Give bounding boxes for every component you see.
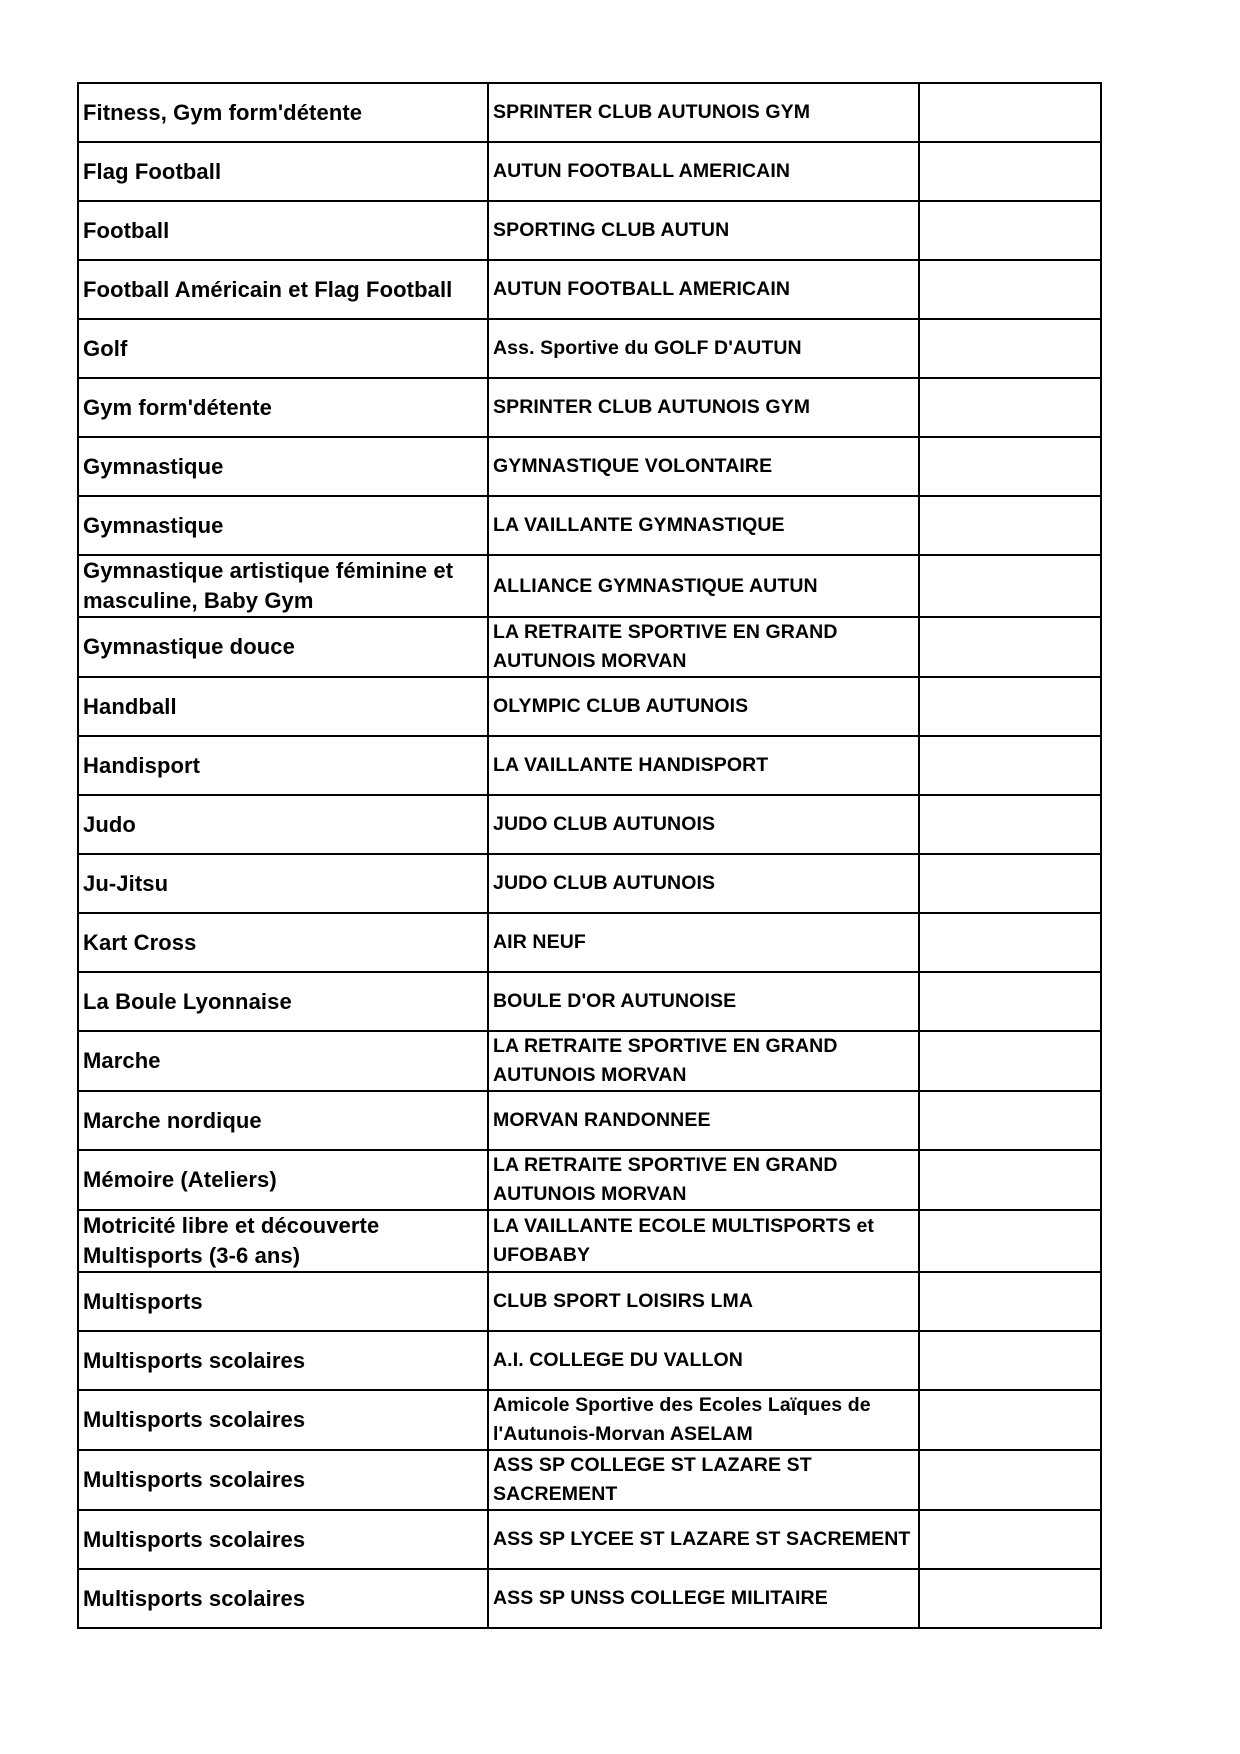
empty-cell — [919, 913, 1101, 972]
table-row — [78, 378, 1101, 437]
club-cell: AUTUN FOOTBALL AMERICAIN — [488, 142, 919, 201]
empty-cell — [919, 496, 1101, 555]
table-row — [78, 319, 1101, 378]
sport-cell: Handisport — [78, 736, 488, 795]
club-cell: AIR NEUF — [488, 913, 919, 972]
club-cell: GYMNASTIQUE VOLONTAIRE — [488, 437, 919, 496]
empty-cell — [919, 1091, 1101, 1150]
table-row — [78, 1272, 1101, 1331]
empty-cell — [919, 319, 1101, 378]
table-row — [78, 437, 1101, 496]
sport-cell: Multisports scolaires — [78, 1450, 488, 1510]
empty-cell — [919, 1031, 1101, 1091]
club-cell: A.I. COLLEGE DU VALLON — [488, 1331, 919, 1390]
table-row — [78, 555, 1101, 617]
sport-cell: Marche — [78, 1031, 488, 1091]
sport-cell: Kart Cross — [78, 913, 488, 972]
club-cell: ASS SP COLLEGE ST LAZARE ST SACREMENT — [488, 1450, 919, 1510]
club-cell: LA RETRAITE SPORTIVE EN GRAND AUTUNOIS MORVAN — [488, 1150, 919, 1210]
empty-cell — [919, 1510, 1101, 1569]
table-row — [78, 496, 1101, 555]
empty-cell — [919, 736, 1101, 795]
table-row — [78, 1150, 1101, 1210]
sports-clubs-table — [77, 82, 1102, 1629]
table-row — [78, 736, 1101, 795]
empty-cell — [919, 378, 1101, 437]
club-cell: MORVAN RANDONNEE — [488, 1091, 919, 1150]
empty-cell — [919, 555, 1101, 617]
empty-cell — [919, 1390, 1101, 1450]
club-cell: SPRINTER CLUB AUTUNOIS GYM — [488, 378, 919, 437]
club-cell: SPORTING CLUB AUTUN — [488, 201, 919, 260]
club-cell: JUDO CLUB AUTUNOIS — [488, 795, 919, 854]
empty-cell — [919, 1210, 1101, 1272]
empty-cell — [919, 1331, 1101, 1390]
club-cell: Ass. Sportive du GOLF D'AUTUN — [488, 319, 919, 378]
sport-cell: Motricité libre et découverte Multisports (3-6 ans) — [78, 1210, 488, 1272]
sport-cell: Multisports scolaires — [78, 1510, 488, 1569]
table-row — [78, 201, 1101, 260]
table-row — [78, 972, 1101, 1031]
sport-cell: Ju-Jitsu — [78, 854, 488, 913]
empty-cell — [919, 795, 1101, 854]
empty-cell — [919, 1272, 1101, 1331]
table-row — [78, 1390, 1101, 1450]
sport-cell: Gymnastique — [78, 496, 488, 555]
table-row — [78, 1510, 1101, 1569]
sport-cell: Football Américain et Flag Football — [78, 260, 488, 319]
sport-cell: Multisports — [78, 1272, 488, 1331]
empty-cell — [919, 972, 1101, 1031]
table-row — [78, 142, 1101, 201]
table-row — [78, 1091, 1101, 1150]
empty-cell — [919, 677, 1101, 736]
club-cell: AUTUN FOOTBALL AMERICAIN — [488, 260, 919, 319]
sport-cell: Fitness, Gym form'détente — [78, 83, 488, 142]
club-cell: SPRINTER CLUB AUTUNOIS GYM — [488, 83, 919, 142]
club-cell: LA VAILLANTE ECOLE MULTISPORTS et UFOBABY — [488, 1210, 919, 1272]
table-body — [78, 83, 1101, 1628]
sport-cell: Gymnastique artistique féminine et masculine, Baby Gym — [78, 555, 488, 617]
sport-cell: Multisports scolaires — [78, 1331, 488, 1390]
sport-cell: Flag Football — [78, 142, 488, 201]
empty-cell — [919, 142, 1101, 201]
empty-cell — [919, 1150, 1101, 1210]
empty-cell — [919, 617, 1101, 677]
club-cell: ALLIANCE GYMNASTIQUE AUTUN — [488, 555, 919, 617]
sport-cell: Marche nordique — [78, 1091, 488, 1150]
empty-cell — [919, 437, 1101, 496]
empty-cell — [919, 83, 1101, 142]
club-cell: ASS SP LYCEE ST LAZARE ST SACREMENT — [488, 1510, 919, 1569]
table-row — [78, 854, 1101, 913]
sport-cell: Multisports scolaires — [78, 1390, 488, 1450]
table-row — [78, 83, 1101, 142]
sport-cell: Handball — [78, 677, 488, 736]
table-row — [78, 1450, 1101, 1510]
table-row — [78, 617, 1101, 677]
empty-cell — [919, 854, 1101, 913]
table-row — [78, 1031, 1101, 1091]
empty-cell — [919, 260, 1101, 319]
sport-cell: Judo — [78, 795, 488, 854]
club-cell: CLUB SPORT LOISIRS LMA — [488, 1272, 919, 1331]
empty-cell — [919, 1450, 1101, 1510]
empty-cell — [919, 201, 1101, 260]
club-cell: LA RETRAITE SPORTIVE EN GRAND AUTUNOIS MORVAN — [488, 1031, 919, 1091]
table-row — [78, 795, 1101, 854]
sport-cell: Multisports scolaires — [78, 1569, 488, 1628]
sport-cell: Gymnastique — [78, 437, 488, 496]
club-cell: LA RETRAITE SPORTIVE EN GRAND AUTUNOIS MORVAN — [488, 617, 919, 677]
sport-cell: Football — [78, 201, 488, 260]
club-cell: JUDO CLUB AUTUNOIS — [488, 854, 919, 913]
table-row — [78, 913, 1101, 972]
empty-cell — [919, 1569, 1101, 1628]
sport-cell: Gymnastique douce — [78, 617, 488, 677]
club-cell: BOULE D'OR AUTUNOISE — [488, 972, 919, 1031]
sport-cell: Gym form'détente — [78, 378, 488, 437]
table-row — [78, 1569, 1101, 1628]
table-row — [78, 260, 1101, 319]
table-row — [78, 677, 1101, 736]
sport-cell: Golf — [78, 319, 488, 378]
club-cell: Amicole Sportive des Ecoles Laïques de l'Autunois-Morvan ASELAM — [488, 1390, 919, 1450]
club-cell: OLYMPIC CLUB AUTUNOIS — [488, 677, 919, 736]
club-cell: LA VAILLANTE HANDISPORT — [488, 736, 919, 795]
club-cell: LA VAILLANTE GYMNASTIQUE — [488, 496, 919, 555]
table-row — [78, 1210, 1101, 1272]
sport-cell: La Boule Lyonnaise — [78, 972, 488, 1031]
table-row — [78, 1331, 1101, 1390]
club-cell: ASS SP UNSS COLLEGE MILITAIRE — [488, 1569, 919, 1628]
sport-cell: Mémoire (Ateliers) — [78, 1150, 488, 1210]
